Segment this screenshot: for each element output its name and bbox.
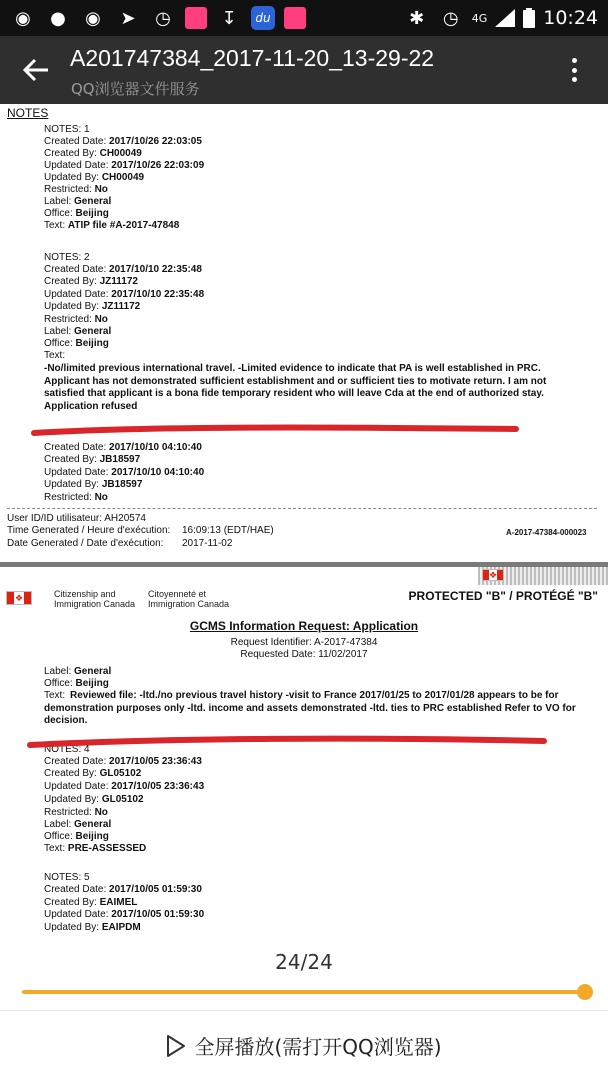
note-field: Updated Date: 2017/10/10 04:10:40 [44, 467, 205, 478]
note-field: Office: Beijing [44, 208, 109, 219]
document-page-2[interactable] [0, 567, 608, 947]
request-identifier: Request Identifier: A-2017-47384 [230, 637, 378, 648]
signal-icon [495, 9, 515, 27]
more-vert-icon [572, 58, 577, 63]
note-field: Office: Beijing [44, 831, 109, 842]
note-field: Created By: GL05102 [44, 768, 142, 779]
fullscreen-play-label: 全屏播放(需打开QQ浏览器) [194, 1035, 442, 1059]
note-field: Updated By: JZ11172 [44, 301, 141, 312]
note-field: Updated Date: 2017/10/05 01:59:30 [44, 909, 205, 920]
note-text: Reviewed file: -ltd./no previous travel history -visit to France 2017/01/25 to 2017/01/28 appears to be for demonstration purposes only -ltd. income and assets demonstrated -ltd. ties to PRC established Refer to VO for decision. [44, 690, 576, 726]
note-field: Text: [44, 690, 66, 701]
requested-date: Requested Date: 11/02/2017 [240, 649, 368, 660]
more-menu-button[interactable] [560, 54, 588, 86]
user-id: User ID/ID utilisateur: AH20574 [7, 513, 146, 524]
date-generated: 2017-11-02 [182, 538, 233, 549]
note-field: Updated By: GL05102 [44, 794, 144, 805]
arrow-left-icon [23, 58, 49, 82]
clock: 10:24 [543, 7, 598, 29]
org-name-fr: Citoyenneté et Immigration Canada [148, 589, 230, 609]
note-field: Updated By: EAIPDM [44, 922, 141, 933]
network-type: 4G [471, 11, 488, 25]
file-reference: A-2017-47384-000023 [506, 528, 587, 537]
date-generated-label: Date Generated / Date d'exécution: [7, 538, 164, 549]
alarm-icon: ◷ [155, 7, 171, 29]
time-generated-label: Time Generated / Heure d'exécution: [7, 525, 171, 536]
fullscreen-play-button[interactable] [0, 1010, 608, 1080]
note-field: Updated Date: 2017/10/26 22:03:09 [44, 160, 205, 171]
note-field: Created Date: 2017/10/10 04:10:40 [44, 442, 202, 453]
red-marker-stroke [26, 733, 548, 749]
note-field: Created Date: 2017/10/26 22:03:05 [44, 136, 202, 147]
app-icon [284, 7, 306, 29]
protected-label: PROTECTED "B" / PROTÉGÉ "B" [408, 589, 598, 603]
note-field: Restricted: No [44, 184, 108, 195]
document-page-1[interactable] [0, 104, 608, 564]
battery-icon [523, 8, 535, 28]
note-text: -No/limited previous international travel. -Limited evidence to indicate that PA is well established in PRC. Applicant has not demonstrated sufficient establishment and or sufficient ties to motivate return. I am not satisfied that applicant is a bona fide temporary resident who will leave Cda at the end of authorized stay. Application refused [44, 363, 547, 412]
note-field: Label: General [44, 819, 112, 830]
org-name-en: Citizenship and Immigration Canada [54, 589, 136, 609]
note-field: Label: General [44, 666, 112, 677]
note-field: Created By: JB18597 [44, 454, 141, 465]
file-title: A201747384_2017-11-20_13-29-22 [70, 45, 435, 71]
note-field: Label: General [44, 196, 112, 207]
note-field: Created By: EAIMEL [44, 897, 138, 908]
note-field: Restricted: No [44, 314, 108, 325]
alarm-clock-icon: ◷ [442, 7, 459, 29]
message-icon: ◉ [85, 7, 101, 29]
note-field: Updated By: CH00049 [44, 172, 145, 183]
note-field: Created By: JZ11172 [44, 276, 138, 287]
red-marker-stroke [30, 422, 520, 438]
du-icon: du [251, 6, 275, 30]
note-field: Text: ATIP file #A-2017-47848 [44, 220, 180, 231]
note-field: Text: [44, 350, 66, 361]
note-field: Created Date: 2017/10/05 23:36:43 [44, 756, 202, 767]
note-field: Updated Date: 2017/10/05 23:36:43 [44, 781, 205, 792]
note-field: Updated By: JB18597 [44, 479, 143, 490]
download-icon: ↧ [221, 7, 237, 29]
chat-icon: ● [50, 7, 66, 29]
file-service-subtitle: QQ浏览器文件服务 [71, 80, 200, 98]
note-number: NOTES: 4 [44, 744, 90, 755]
note-field: Text: PRE-ASSESSED [44, 843, 147, 854]
note-number: NOTES: 5 [44, 872, 90, 883]
weibo-icon: ◉ [15, 7, 31, 29]
back-button[interactable] [16, 50, 56, 90]
note-number: NOTES: 2 [44, 252, 90, 263]
page-progress-track[interactable] [22, 990, 586, 994]
report-title: GCMS Information Request: Application [189, 619, 419, 633]
note-field: Created Date: 2017/10/10 22:35:48 [44, 264, 202, 275]
note-field: Updated Date: 2017/10/10 22:35:48 [44, 289, 205, 300]
canada-flag-icon: ❖ [6, 591, 32, 605]
note-field: Office: Beijing [44, 678, 109, 689]
page-indicator: 24/24 [275, 950, 333, 974]
note-field: Office: Beijing [44, 338, 109, 349]
page-footer-rule [7, 508, 597, 509]
page-progress-handle[interactable] [577, 984, 593, 1000]
note-field: Restricted: No [44, 807, 108, 818]
time-generated: 16:09:13 (EDT/HAE) [182, 525, 274, 536]
note-field: Restricted: No [44, 492, 108, 503]
note-field: Created Date: 2017/10/05 01:59:30 [44, 884, 202, 895]
status-bar [0, 0, 608, 36]
notification-icons [10, 5, 306, 31]
notes-header: NOTES [7, 106, 49, 120]
system-icons [404, 4, 598, 32]
note-field: Created By: CH00049 [44, 148, 142, 159]
telegram-icon: ➤ [120, 7, 136, 29]
play-icon [166, 1033, 188, 1059]
bluetooth-icon: ✱ [409, 7, 425, 29]
app-icon [185, 7, 207, 29]
note-number: NOTES: 1 [44, 124, 90, 135]
app-bar [0, 36, 608, 104]
dot [572, 77, 577, 82]
dot [572, 68, 577, 73]
note-field: Label: General [44, 326, 112, 337]
canada-flag-icon: ❖ [482, 569, 504, 581]
